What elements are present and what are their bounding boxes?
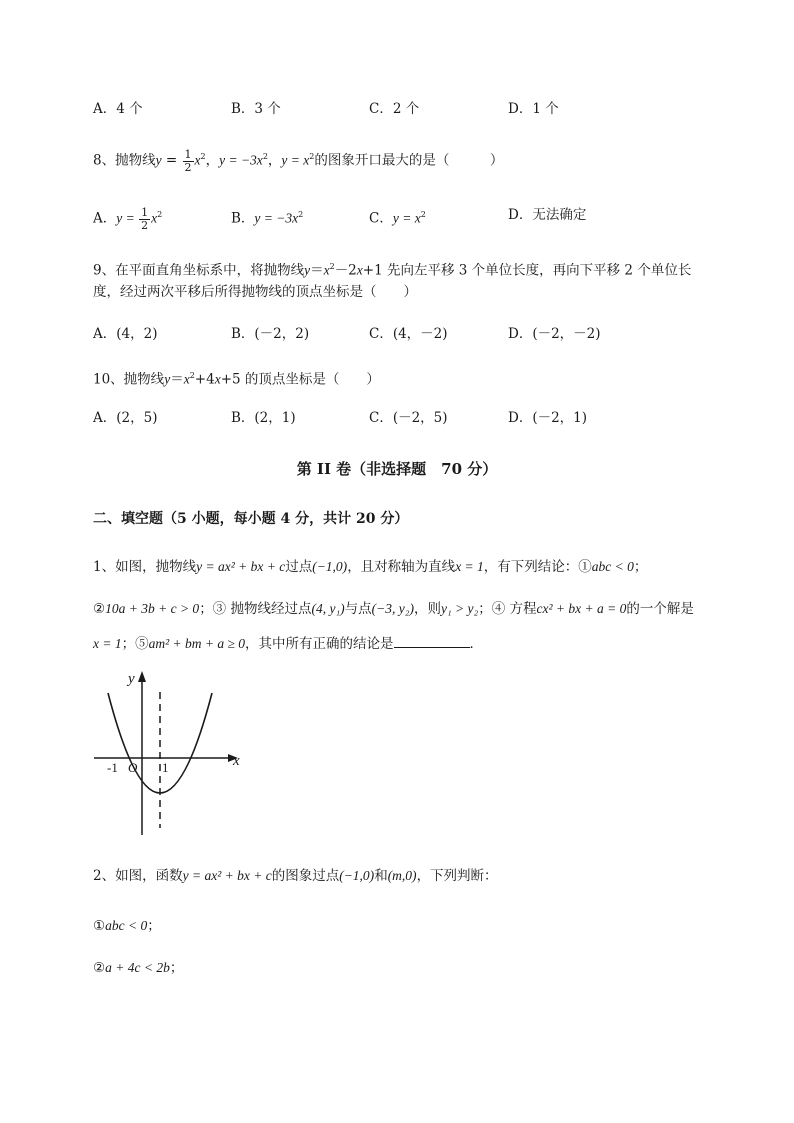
tick-one: 1 <box>162 760 169 775</box>
q10-option-a: A．(2，5) <box>93 410 158 426</box>
f2-line1: 2、如图，函数y = ax² + bx + c的图象过点(−1,0)和(m,0)，下列判断： <box>93 868 498 884</box>
section-title: 第 II 卷（非选择题 70 分） <box>296 460 498 478</box>
y-axis-arrow <box>138 671 146 682</box>
parabola-graph <box>90 665 250 840</box>
q8-stem: 8、抛物线y = $\frac{1}{2}$ $x^2$，$y = -3x^2$，$y = x^2$的图象开口最大的是（ ） <box>93 147 504 174</box>
q7-option-c: C．2 个 <box>369 101 420 117</box>
q10-stem: 10、抛物线$y=x^2+4x+5$ 的顶点坐标是（ ） <box>93 371 380 388</box>
f1-line1: 1、如图，抛物线y = ax² + bx + c过点(−1,0)，且对称轴为直线x = 1，有下列结论：①abc < 0； <box>93 559 648 575</box>
q7-option-d: D．1 个 <box>508 101 559 117</box>
q10-option-b: B．(2，1) <box>231 410 296 426</box>
f2-item2: ②a + 4c < 2b； <box>93 960 184 976</box>
q8-option-b: B．$y = -3x^2$ <box>231 210 304 227</box>
f1-line3: x = 1；⑤am² + bm + a ≥ 0，其中所有正确的结论是 ． <box>93 636 484 652</box>
q7-option-b: B．3 个 <box>231 101 281 117</box>
q9-option-a: A．(4，2) <box>93 326 158 342</box>
q8-option-a: A．y = $\frac{1}{2}$ $x^2$ <box>93 205 163 232</box>
q9-option-d: D．(－2，－2) <box>508 326 601 342</box>
y-axis-label: y <box>128 671 135 687</box>
q7-option-a: A．4 个 <box>93 101 143 117</box>
q8-fraction: $\frac{1}{2}$ <box>184 147 192 174</box>
q8-option-d: D．无法确定 <box>508 207 587 223</box>
x-axis-label: x <box>233 753 240 769</box>
q10-option-c: C．(－2，5) <box>369 410 448 426</box>
q9-option-b: B．(－2，2) <box>231 326 310 342</box>
q10-option-d: D．(－2，1) <box>508 410 588 426</box>
answer-blank <box>394 635 470 648</box>
q9-stem-line1: 9、在平面直角坐标系中，将抛物线$y=x^2-2x+1$ 先向左平移 3 个单位长度，再向下平移 2 个单位长 <box>93 262 692 279</box>
tick-neg-one: -1 <box>107 760 118 775</box>
q9-stem-line2: 度，经过两次平移后所得抛物线的顶点坐标是（ ） <box>93 284 417 300</box>
origin-label: O <box>128 760 138 775</box>
q9-option-c: C．(4，－2) <box>369 326 448 342</box>
q8-option-c: C．$y = x^2$ <box>369 210 426 227</box>
f1-line2: ②10a + 3b + c > 0；③ 抛物线经过点(4, y₁)与点(−3, y₂)，则y₁ > y₂；④ 方程cx² + bx + a = 0的一个解是 <box>93 601 694 617</box>
sub-title: 二、填空题（5 小题，每小题 4 分，共计 20 分） <box>93 511 409 527</box>
f2-item1: ①abc < 0； <box>93 918 161 934</box>
